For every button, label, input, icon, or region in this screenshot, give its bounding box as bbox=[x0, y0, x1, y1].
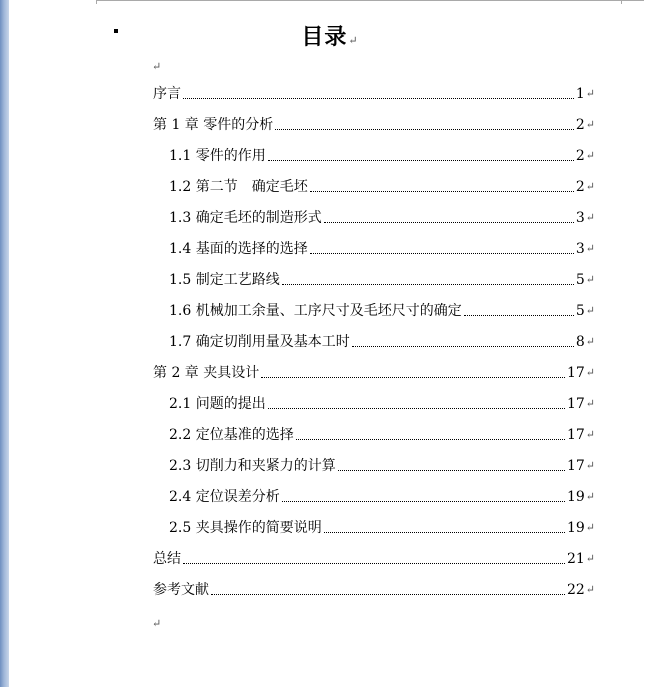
toc-entry[interactable] bbox=[169, 239, 595, 259]
toc-entry-label: 2.1 问题的提出 bbox=[169, 396, 266, 412]
toc-leader-dots bbox=[296, 438, 565, 440]
toc-entry-page: 5 bbox=[575, 303, 585, 319]
toc-entry-label: 总结 bbox=[153, 551, 181, 567]
paragraph-mark: ↵ bbox=[152, 60, 162, 73]
paragraph-mark: ↵ bbox=[585, 242, 595, 255]
toc-entry[interactable] bbox=[169, 487, 595, 507]
paragraph-mark: ↵ bbox=[152, 617, 162, 630]
paragraph-mark: ↵ bbox=[585, 335, 595, 348]
toc-entry[interactable] bbox=[153, 549, 595, 569]
paragraph-mark: ↵ bbox=[585, 583, 595, 596]
toc-entry-page: 17 bbox=[566, 365, 585, 381]
paragraph-mark: ↵ bbox=[585, 459, 595, 472]
toc-leader-dots bbox=[211, 593, 565, 595]
toc-entry-page: 21 bbox=[566, 551, 585, 567]
toc-entry-page: 19 bbox=[566, 520, 585, 536]
toc-leader-dots bbox=[282, 283, 574, 285]
toc-entry[interactable] bbox=[169, 146, 595, 166]
toc-entry[interactable] bbox=[169, 518, 595, 538]
toc-entry-page: 3 bbox=[575, 210, 585, 226]
toc-entry-page: 3 bbox=[575, 241, 585, 257]
toc-entry-page: 17 bbox=[566, 396, 585, 412]
paragraph-mark: ↵ bbox=[585, 521, 595, 534]
toc-entry-label: 参考文献 bbox=[153, 582, 209, 598]
toc-entry-page: 1 bbox=[575, 86, 585, 102]
toc-entry-page: 19 bbox=[566, 489, 585, 505]
paragraph-mark: ↵ bbox=[585, 211, 595, 224]
toc-leader-dots bbox=[268, 159, 574, 161]
toc-entry-label: 2.2 定位基准的选择 bbox=[169, 427, 294, 443]
page-corner-left bbox=[96, 0, 97, 4]
toc-leader-dots bbox=[324, 531, 565, 533]
toc-entry[interactable] bbox=[169, 301, 595, 321]
toc-leader-dots bbox=[352, 345, 574, 347]
paragraph-mark: ↵ bbox=[585, 552, 595, 565]
paragraph-mark: ↵ bbox=[585, 180, 595, 193]
paragraph-mark: ↵ bbox=[585, 118, 595, 131]
toc-entry[interactable] bbox=[153, 580, 595, 600]
toc-leader-dots bbox=[464, 314, 574, 316]
paragraph-mark: ↵ bbox=[585, 397, 595, 410]
paragraph-mark: ↵ bbox=[585, 149, 595, 162]
toc-title-text: 目录 bbox=[301, 24, 348, 50]
toc-leader-dots bbox=[183, 97, 574, 99]
toc-leader-dots bbox=[282, 500, 565, 502]
toc-entry-label: 1.1 零件的作用 bbox=[169, 148, 266, 164]
toc-entry-label: 1.3 确定毛坯的制造形式 bbox=[169, 210, 322, 226]
window-left-border bbox=[0, 0, 9, 687]
toc-leader-dots bbox=[261, 376, 565, 378]
toc-leader-dots bbox=[268, 407, 565, 409]
paragraph-mark: ↵ bbox=[585, 428, 595, 441]
paragraph-mark: ↵ bbox=[585, 490, 595, 503]
toc-leader-dots bbox=[338, 469, 565, 471]
toc-entry-label: 1.7 确定切削用量及基本工时 bbox=[169, 334, 350, 350]
toc-entry[interactable] bbox=[169, 332, 595, 352]
toc-leader-dots bbox=[324, 221, 574, 223]
toc-entry-label: 2.3 切削力和夹紧力的计算 bbox=[169, 458, 336, 474]
toc-entry-label: 序言 bbox=[153, 86, 181, 102]
toc-entry[interactable] bbox=[153, 115, 595, 135]
page-top-edge bbox=[96, 0, 644, 4]
toc-entry-label: 第 2 章 夹具设计 bbox=[153, 365, 260, 381]
toc-entry-label: 1.6 机械加工余量、工序尺寸及毛坯尺寸的确定 bbox=[169, 303, 462, 319]
toc-leader-dots bbox=[275, 128, 574, 130]
toc-entry[interactable] bbox=[153, 84, 595, 104]
toc-entry-label: 1.2 第二节 确定毛坯 bbox=[169, 179, 308, 195]
toc-entry-label: 第 1 章 零件的分析 bbox=[153, 117, 274, 133]
paragraph-mark: ↵ bbox=[585, 87, 595, 100]
toc-entry-page: 8 bbox=[575, 334, 585, 350]
toc-entry[interactable] bbox=[169, 425, 595, 445]
paragraph-mark: ↵ bbox=[585, 273, 595, 286]
toc-entry-page: 2 bbox=[575, 117, 585, 133]
toc-entry-page: 2 bbox=[575, 148, 585, 164]
page-corner-right bbox=[621, 0, 622, 4]
toc-title[interactable] bbox=[0, 20, 660, 51]
toc-entry-label: 1.4 基面的选择的选择 bbox=[169, 241, 308, 257]
toc-entry[interactable] bbox=[169, 456, 595, 476]
toc-leader-dots bbox=[310, 190, 574, 192]
toc-entry[interactable] bbox=[169, 177, 595, 197]
toc-entry-page: 5 bbox=[575, 272, 585, 288]
toc-entry-page: 2 bbox=[575, 179, 585, 195]
paragraph-mark: ↵ bbox=[348, 34, 359, 47]
toc-entry-page: 17 bbox=[566, 427, 585, 443]
toc-entry[interactable] bbox=[169, 270, 595, 290]
toc-entry-page: 22 bbox=[566, 582, 585, 598]
toc-entry-label: 2.4 定位误差分析 bbox=[169, 489, 280, 505]
toc-entry-label: 1.5 制定工艺路线 bbox=[169, 272, 280, 288]
toc-entry-page: 17 bbox=[566, 458, 585, 474]
toc-entry-label: 2.5 夹具操作的简要说明 bbox=[169, 520, 322, 536]
toc-leader-dots bbox=[310, 252, 574, 254]
paragraph-mark: ↵ bbox=[585, 366, 595, 379]
toc-leader-dots bbox=[183, 562, 565, 564]
toc-entry[interactable] bbox=[153, 363, 595, 383]
paragraph-mark: ↵ bbox=[585, 304, 595, 317]
toc-entry[interactable] bbox=[169, 208, 595, 228]
toc-entry[interactable] bbox=[169, 394, 595, 414]
